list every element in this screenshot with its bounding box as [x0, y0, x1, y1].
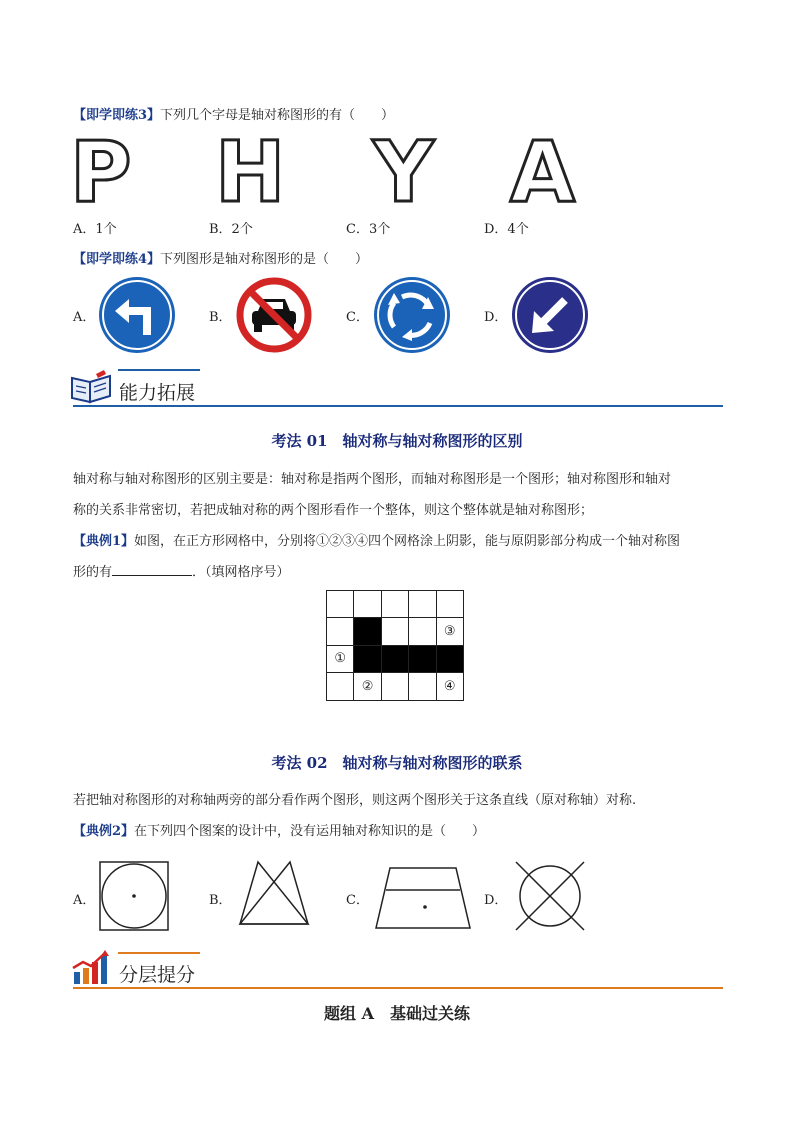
grid-cell	[381, 618, 408, 645]
letter-p: P	[70, 123, 132, 221]
example1-line2	[73, 561, 290, 580]
example1-bracket: 【典例1】	[73, 534, 135, 549]
practice4-bracket: 【即学即练4】	[73, 252, 161, 267]
no-cars-sign-icon	[234, 275, 314, 355]
practice3-question	[73, 104, 394, 123]
example2-option-d: D．	[484, 893, 508, 908]
grid-cell	[354, 591, 381, 618]
grid-cell-2: ②	[354, 673, 381, 700]
answer-blank	[112, 563, 192, 576]
trapezoid-figure-icon	[372, 862, 474, 932]
grid-cell	[381, 591, 408, 618]
grid-cell	[436, 591, 463, 618]
grid-cell-shaded	[409, 645, 436, 672]
practice4-question-text: 下列图形是轴对称图形的是（ ）	[160, 252, 369, 267]
grid-cell	[409, 673, 436, 700]
grid-cell	[409, 618, 436, 645]
section2-rule	[73, 987, 723, 989]
square-grid	[326, 590, 464, 701]
example2-bracket: 【典例2】	[73, 824, 135, 839]
example2-option-a: A．	[73, 893, 96, 908]
grid-cell-4: ④	[436, 673, 463, 700]
grid-cell-1: ①	[327, 645, 354, 672]
method1-text-line1: 轴对称与轴对称图形的区别主要是：轴对称是指两个图形，而轴对称图形是一个图形；轴对称图形和轴对	[73, 472, 672, 487]
practice3-option-d: D．4个	[484, 222, 529, 237]
method1-text-line2: 称的关系非常密切，若把成轴对称的两个图形看作一个整体，则这个整体就是轴对称图形；	[73, 503, 594, 518]
section1-top-rule	[118, 369, 200, 371]
example1-text1: 如图，在正方形网格中，分别将①②③④四个网格涂上阴影，能与原阴影部分构成一个轴对称图	[134, 534, 681, 549]
bar-chart-icon	[71, 950, 109, 986]
practice3-question-text: 下列几个字母是轴对称图形的有（ ）	[160, 108, 395, 123]
grid-cell-shaded	[436, 645, 463, 672]
practice4-option-a: A．	[73, 310, 96, 325]
roundabout-sign-icon	[372, 275, 452, 355]
example2-option-c: C．	[346, 893, 369, 908]
practice3-bracket: 【即学即练3】	[73, 108, 161, 123]
practice4-option-c: C．	[346, 310, 369, 325]
method1-title: 考法 01 轴对称与轴对称图形的区别	[271, 432, 523, 450]
group-title: 题组 A 基础过关练	[324, 1004, 470, 1023]
section1-title: 能力拓展	[119, 382, 196, 404]
letter-a: A	[510, 123, 576, 221]
method2-text: 若把轴对称图形的对称轴两旁的部分看作两个图形，则这两个图形关于这条直线（原对称轴）对称.	[73, 793, 637, 808]
practice4-option-d: D．	[484, 310, 508, 325]
practice4-option-b: B．	[209, 310, 232, 325]
grid-cell-shaded	[381, 645, 408, 672]
grid-cell	[327, 591, 354, 618]
crossed-triangles-figure-icon	[234, 858, 314, 928]
practice3-option-b: B．2个	[209, 222, 253, 237]
method2-title: 考法 02 轴对称与轴对称图形的联系	[271, 754, 523, 772]
section1-rule	[73, 405, 723, 407]
example1-text2b: ．（填网格序号）	[192, 565, 290, 580]
section2-top-rule	[118, 952, 200, 954]
practice3-option-a: A．1个	[73, 222, 117, 237]
grid-cell	[381, 673, 408, 700]
example1-text2a: 形的有	[73, 565, 113, 580]
grid-cell-3: ③	[436, 618, 463, 645]
grid-cell-shaded	[354, 618, 381, 645]
grid-cell	[327, 618, 354, 645]
section2-title: 分层提分	[119, 964, 196, 986]
example2-option-b: B．	[209, 893, 232, 908]
example2-line	[73, 820, 485, 839]
letter-h: H	[215, 123, 286, 221]
turn-left-sign-icon	[97, 275, 177, 355]
letter-y: Y	[373, 123, 434, 221]
grid-cell	[327, 673, 354, 700]
practice4-question	[73, 248, 368, 267]
practice3-option-c: C．3个	[346, 222, 391, 237]
down-left-arrow-sign-icon	[510, 275, 590, 355]
square-circle-figure-icon	[98, 860, 170, 932]
grid-cell-shaded	[354, 645, 381, 672]
example2-text: 在下列四个图案的设计中，没有运用轴对称知识的是（ ）	[134, 824, 486, 839]
circle-cross-figure-icon	[510, 856, 590, 936]
open-book-icon	[70, 368, 114, 404]
example1-line1	[73, 530, 680, 549]
grid-cell	[409, 591, 436, 618]
